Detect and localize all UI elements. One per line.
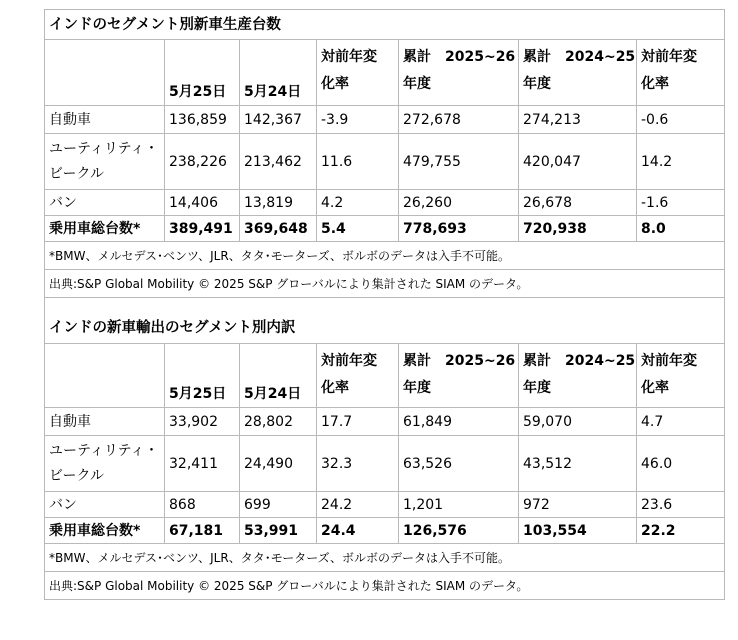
cell: 17.7	[317, 408, 399, 436]
header-yoy-cum: 対前年変 化率	[637, 344, 725, 408]
header-yoy-cum: 対前年変 化率	[637, 40, 725, 106]
source-note: 出典:S&P Global Mobility © 2025 S&P グローバルにより集計された SIAM のデータ。	[45, 572, 725, 600]
cell: 274,213	[519, 106, 637, 134]
cell: 420,047	[519, 134, 637, 190]
cell: 238,226	[165, 134, 240, 190]
row-label: バン	[45, 492, 165, 518]
cell: 4.7	[637, 408, 725, 436]
footnote: *BMW、メルセデス･ベンツ、JLR、タタ･モーターズ、ボルボのデータは入手不可能。	[45, 544, 725, 572]
cell: 67,181	[165, 518, 240, 544]
header-cum-2025: 累計 2025~26 年度	[399, 40, 519, 106]
cell: 213,462	[240, 134, 317, 190]
table-row	[45, 436, 725, 492]
cell: 59,070	[519, 408, 637, 436]
cell: 972	[519, 492, 637, 518]
cell: 142,367	[240, 106, 317, 134]
total-row	[45, 518, 725, 544]
cell: 136,859	[165, 106, 240, 134]
cell: 61,849	[399, 408, 519, 436]
header-cum-2024: 累計 2024~25 年度	[519, 344, 637, 408]
row-label: バン	[45, 190, 165, 216]
cell: 28,802	[240, 408, 317, 436]
row-label: 自動車	[45, 408, 165, 436]
cell: -3.9	[317, 106, 399, 134]
row-label: ユーティリティ・ ビークル	[45, 436, 165, 492]
cell: 14,406	[165, 190, 240, 216]
table-row	[45, 408, 725, 436]
header-empty	[45, 40, 165, 106]
header-yoy: 対前年変 化率	[317, 40, 399, 106]
table-row	[45, 492, 725, 518]
table-row	[45, 190, 725, 216]
cell: 1,201	[399, 492, 519, 518]
cell: 32.3	[317, 436, 399, 492]
cell: 103,554	[519, 518, 637, 544]
cell: 53,991	[240, 518, 317, 544]
cell: 32,411	[165, 436, 240, 492]
cell: 389,491	[165, 216, 240, 242]
cell: -0.6	[637, 106, 725, 134]
cell: 11.6	[317, 134, 399, 190]
row-label: 自動車	[45, 106, 165, 134]
cell: -1.6	[637, 190, 725, 216]
exports-title: インドの新車輸出のセグメント別内訳	[45, 314, 725, 344]
cell: 24.2	[317, 492, 399, 518]
cell: 63,526	[399, 436, 519, 492]
footnote: *BMW、メルセデス･ベンツ、JLR、タタ･モーターズ、ボルボのデータは入手不可能。	[45, 242, 725, 270]
cell: 24.4	[317, 518, 399, 544]
cell: 720,938	[519, 216, 637, 242]
cell: 778,693	[399, 216, 519, 242]
cell: 14.2	[637, 134, 725, 190]
header-may25: 5月25日	[165, 40, 240, 106]
header-cum-2024: 累計 2024~25 年度	[519, 40, 637, 106]
data-table	[44, 9, 725, 600]
production-title: インドのセグメント別新車生産台数	[45, 10, 725, 40]
table-row	[45, 106, 725, 134]
header-yoy: 対前年変 化率	[317, 344, 399, 408]
cell: 272,678	[399, 106, 519, 134]
header-may24: 5月24日	[240, 40, 317, 106]
header-empty	[45, 344, 165, 408]
source-note: 出典:S&P Global Mobility © 2025 S&P グローバルにより集計された SIAM のデータ。	[45, 270, 725, 298]
document	[44, 9, 724, 600]
cell: 4.2	[317, 190, 399, 216]
row-label: ユーティリティ・ ビークル	[45, 134, 165, 190]
spacer	[45, 298, 725, 314]
cell: 46.0	[637, 436, 725, 492]
cell: 26,260	[399, 190, 519, 216]
cell: 868	[165, 492, 240, 518]
cell: 13,819	[240, 190, 317, 216]
table-row	[45, 134, 725, 190]
cell: 23.6	[637, 492, 725, 518]
header-cum-2025: 累計 2025~26 年度	[399, 344, 519, 408]
cell: 479,755	[399, 134, 519, 190]
cell: 22.2	[637, 518, 725, 544]
cell: 33,902	[165, 408, 240, 436]
header-may25: 5月25日	[165, 344, 240, 408]
header-may24: 5月24日	[240, 344, 317, 408]
cell: 43,512	[519, 436, 637, 492]
cell: 8.0	[637, 216, 725, 242]
cell: 126,576	[399, 518, 519, 544]
cell: 369,648	[240, 216, 317, 242]
cell: 26,678	[519, 190, 637, 216]
cell: 24,490	[240, 436, 317, 492]
row-label: 乗用車総台数*	[45, 216, 165, 242]
cell: 5.4	[317, 216, 399, 242]
row-label: 乗用車総台数*	[45, 518, 165, 544]
total-row	[45, 216, 725, 242]
cell: 699	[240, 492, 317, 518]
